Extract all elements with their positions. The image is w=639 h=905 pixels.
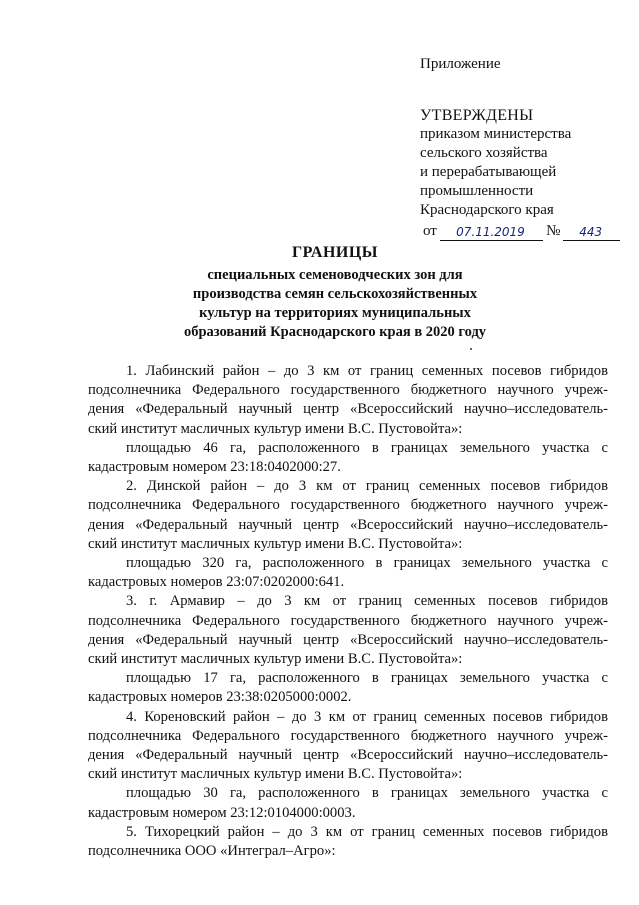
title-subtitle-line: специальных семеноводческих зон для <box>207 267 463 283</box>
list-item-korenovsky <box>88 708 608 823</box>
body-line: 1. Лабинский район – до 3 км от границ семенных посевов гибридов <box>126 363 608 379</box>
scan-speck <box>470 348 472 350</box>
number-label: № <box>546 223 561 239</box>
area-line: площадью 46 га, расположенного в границах земельного участка с <box>126 439 608 456</box>
body-line: подсолнечника ООО «Интеграл–Агро»: <box>88 843 336 860</box>
title-main: ГРАНИЦЫ <box>291 244 378 261</box>
area-line: кадастровых номеров 23:07:0202000:641. <box>88 574 345 591</box>
area-line: кадастровым номером 23:18:0402000:27. <box>88 459 341 476</box>
document-title <box>150 243 520 342</box>
body-line: подсолнечника Федерального государственного бюджетного научного учреж- <box>88 727 608 744</box>
list-item-dinskoy <box>88 477 608 592</box>
area-line: площадью 320 га, расположенного в границах земельного участка с <box>126 555 608 572</box>
title-subtitle-line: производства семян сельскохозяйственных <box>192 286 478 302</box>
body-line: ский институт масличных культур имени В.С. Пустовойта»: <box>88 535 463 552</box>
list-item-tikhoretsky <box>88 823 608 861</box>
body-line: 5. Тихорецкий район – до 3 км от границ семенных посевов гибридов <box>126 823 608 840</box>
area-line: кадастровым номером 23:12:0104000:0003. <box>88 804 356 821</box>
body-line: 3. г. Армавир – до 3 км от границ семенных посевов гибридов <box>126 593 608 610</box>
approved-heading: УТВЕРЖДЕНЫ <box>420 107 534 124</box>
body-line: дения «Федеральный научный центр «Всероссийский научно–исследователь- <box>88 631 608 648</box>
area-line: кадастровых номеров 23:38:0205000:0002. <box>88 689 352 706</box>
body-line: 4. Кореновский район – до 3 км от границ семенных посевов гибридов <box>126 708 608 725</box>
approval-line: Краснодарского края <box>420 202 554 218</box>
approval-line: и перерабатывающей <box>420 164 557 180</box>
order-date-number-row <box>420 222 620 241</box>
body-line: дения «Федеральный научный центр «Всероссийский научно–исследователь- <box>88 747 608 764</box>
handwritten-number: 443 <box>563 224 620 241</box>
document-body <box>88 362 608 861</box>
title-subtitle-line: образований Краснодарского края в 2020 году <box>183 324 487 340</box>
body-line: дения «Федеральный научный центр «Всероссийский научно–исследователь- <box>88 516 608 533</box>
from-label: от <box>423 223 437 239</box>
approval-line: приказом министерства <box>420 126 572 142</box>
body-line: подсолнечника Федерального государственного бюджетного научного учреж- <box>88 497 608 514</box>
body-line: ский институт масличных культур имени В.С. Пустовойта»: <box>88 766 463 783</box>
handwritten-date: 07.11.2019 <box>440 224 543 241</box>
area-line: площадью 17 га, расположенного в границах земельного участка с <box>126 670 608 687</box>
approval-line: сельского хозяйства <box>420 145 548 161</box>
approval-line: промышленности <box>420 183 534 199</box>
area-line: площадью 30 га, расположенного в границах земельного участка с <box>126 785 608 802</box>
body-line: ский институт масличных культур имени В.С. Пустовойта»: <box>88 420 463 437</box>
body-line: ский институт масличных культур имени В.С. Пустовойта»: <box>88 651 463 668</box>
approval-block <box>420 55 620 241</box>
list-item-labinsky <box>88 362 608 477</box>
body-line: подсолнечника Федерального государственного бюджетного научного учреж- <box>88 382 608 399</box>
list-item-armavir <box>88 592 608 707</box>
body-line: дения «Федеральный научный центр «Всероссийский научно–исследователь- <box>88 401 608 418</box>
appendix-label: Приложение <box>420 56 501 72</box>
body-line: подсолнечника Федерального государственного бюджетного научного учреж- <box>88 612 608 629</box>
title-subtitle-line: культур на территориях муниципальных <box>199 305 471 321</box>
body-line: 2. Динской район – до 3 км от границ семенных посевов гибридов <box>126 478 608 495</box>
